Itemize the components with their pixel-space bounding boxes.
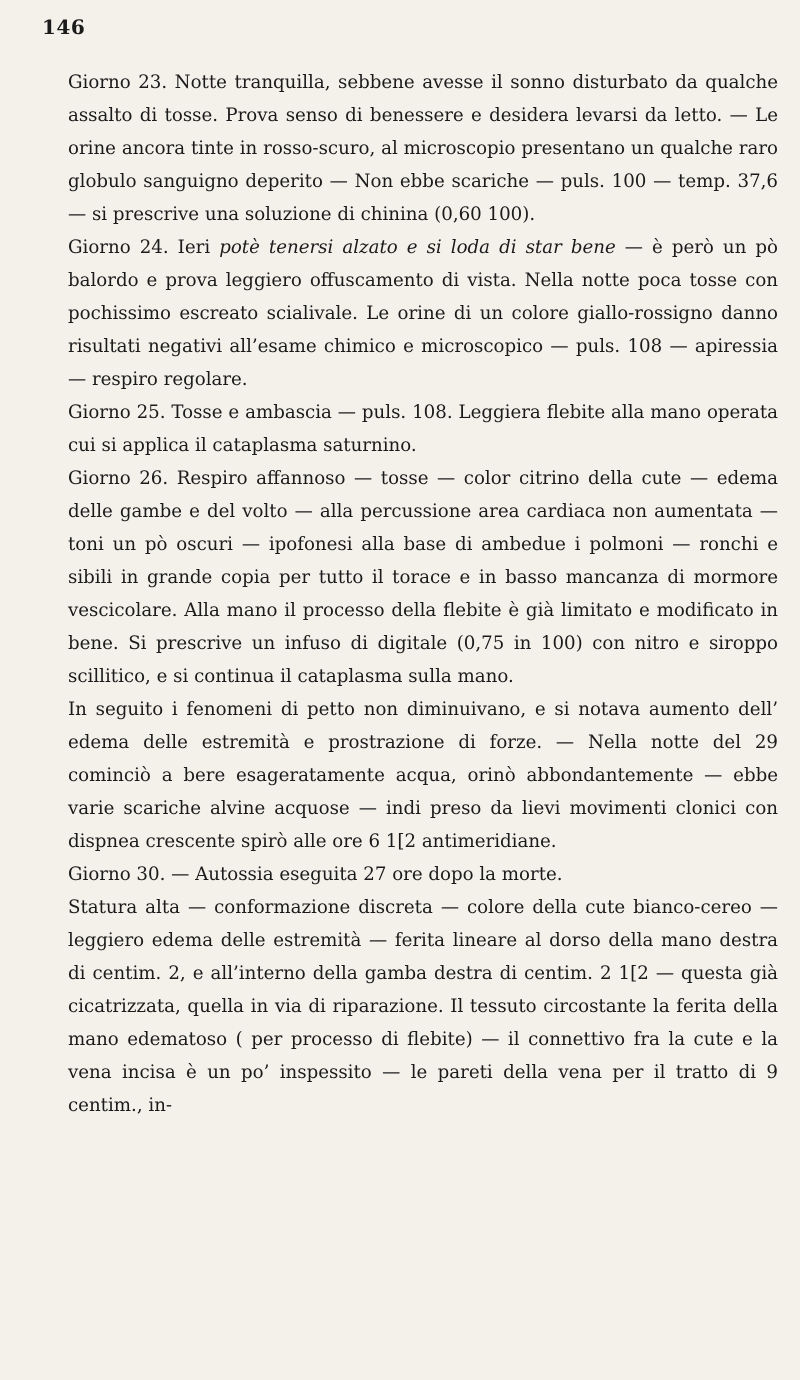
paragraph-day-26: Giorno 26. Respiro affannoso — tosse — color citrino della cute — edema delle gambe e del volto — alla percussione area cardiaca non aumentata — toni un pò oscuri — ipofonesi alla base di ambedue i polmoni — ronchi e sibili in grande copia per tutto il torace e in basso mancanza di mormore vescicolare. Alla mano il processo della flebite è già limitato e modificato in bene. Si prescrive un infuso di digitale (0,75 in 100) con nitro e siroppo scillitico, e si continua il cataplasma sulla mano. bbox=[68, 468, 778, 687]
paragraph-day-24 bbox=[68, 231, 778, 396]
page-body bbox=[68, 66, 778, 1122]
page-number: 146 bbox=[42, 15, 86, 39]
paragraph-day-23: Giorno 23. Notte tranquilla, sebbene avesse il sonno disturbato da qualche assalto di tosse. Prova senso di benessere e desidera levarsi da letto. — Le orine ancora tinte in rosso-scuro, al microscopio presentano un qualche raro globulo sanguigno deperito — Non ebbe scariche — puls. 100 — temp. 37,6 — si prescrive una soluzione di chinina (0,60 100). bbox=[68, 72, 778, 225]
paragraph-day-24-italic: potè tenersi alzato e si loda di star bene bbox=[219, 237, 616, 258]
paragraph-day-25: Giorno 25. Tosse e ambascia — puls. 108. Leggiera flebite alla mano operata cui si applica il cataplasma saturnino. bbox=[68, 402, 778, 456]
paragraph-day-24-prefix: Giorno 24. Ieri bbox=[68, 237, 220, 258]
paragraph-day-24-suffix: — è però un pò balordo e prova leggiero offuscamento di vista. Nella notte poca tosse con pochissimo escreato scialivale. Le orine di un colore giallo-rossigno danno risultati negativi all’esame chimico e microscopico — puls. 108 — apiressia — respiro regolare. bbox=[68, 237, 778, 390]
paragraph-following-days: In seguito i fenomeni di petto non diminuivano, e si notava aumento dell’ edema delle estremità e prostrazione di forze. — Nella notte del 29 cominciò a bere esageratamente acqua, orinò abbondantemente — ebbe varie scariche alvine acquose — indi preso da lievi movimenti clonici con dispnea crescente spirò alle ore 6 1[2 antimeridiane. bbox=[68, 699, 778, 852]
paragraph-autopsy-description: Statura alta — conformazione discreta — colore della cute bianco-cereo — leggiero edema delle estremità — ferita lineare al dorso della mano destra di centim. 2, e all’interno della gamba destra di centim. 2 1[2 — questa già cicatrizzata, quella in via di riparazione. Il tessuto circostante la ferita della mano edematoso ( per processo di flebite) — il connettivo fra la cute e la vena incisa è un po’ inspessito — le pareti della vena per il tratto di 9 centim., in- bbox=[68, 897, 778, 1116]
paragraph-day-30: Giorno 30. — Autossia eseguita 27 ore dopo la morte. bbox=[68, 864, 563, 885]
